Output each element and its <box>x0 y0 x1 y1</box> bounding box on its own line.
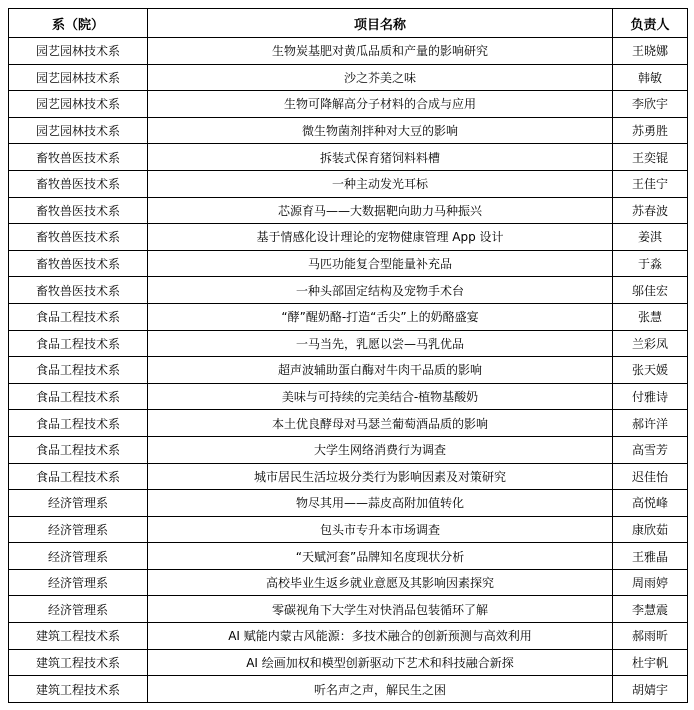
cell-project-name: 生物可降解高分子材料的合成与应用 <box>148 91 613 118</box>
table-row <box>9 463 688 490</box>
cell-leader: 高雪芳 <box>613 436 688 463</box>
cell-project-name: 美味与可持续的完美结合-植物基酸奶 <box>148 383 613 410</box>
table-header-row <box>9 9 688 38</box>
cell-department: 经济管理系 <box>9 543 148 570</box>
cell-department: 食品工程技术系 <box>9 410 148 437</box>
header-project-name: 项目名称 <box>148 9 613 38</box>
table-row <box>9 303 688 330</box>
cell-project-name: 芯源育马——大数据靶向助力马种振兴 <box>148 197 613 224</box>
cell-leader: 邬佳宏 <box>613 277 688 304</box>
table-row <box>9 144 688 171</box>
cell-department: 食品工程技术系 <box>9 436 148 463</box>
cell-leader: 王奕锟 <box>613 144 688 171</box>
table-row <box>9 623 688 650</box>
cell-project-name: 拆装式保育猪饲料料槽 <box>148 144 613 171</box>
cell-leader: 付雅诗 <box>613 383 688 410</box>
cell-leader: 张慧 <box>613 303 688 330</box>
table-row <box>9 170 688 197</box>
cell-leader: 兰彩凤 <box>613 330 688 357</box>
cell-project-name: 生物炭基肥对黄瓜品质和产量的影响研究 <box>148 38 613 65</box>
cell-department: 园艺园林技术系 <box>9 91 148 118</box>
cell-department: 食品工程技术系 <box>9 357 148 384</box>
cell-project-name: 包头市专升本市场调查 <box>148 516 613 543</box>
cell-project-name: AI 绘画加权和模型创新驱动下艺术和科技融合新探 <box>148 649 613 676</box>
cell-project-name: 高校毕业生返乡就业意愿及其影响因素探究 <box>148 569 613 596</box>
cell-project-name: 超声波辅助蛋白酶对牛肉干品质的影响 <box>148 357 613 384</box>
cell-department: 畜牧兽医技术系 <box>9 144 148 171</box>
cell-leader: 苏勇胜 <box>613 117 688 144</box>
table-row <box>9 277 688 304</box>
cell-leader: 王佳宁 <box>613 170 688 197</box>
cell-department: 建筑工程技术系 <box>9 676 148 703</box>
table-row <box>9 197 688 224</box>
cell-leader: 迟佳怡 <box>613 463 688 490</box>
cell-department: 经济管理系 <box>9 569 148 596</box>
cell-project-name: 马匹功能复合型能量补充品 <box>148 250 613 277</box>
cell-department: 食品工程技术系 <box>9 383 148 410</box>
table-row <box>9 224 688 251</box>
cell-department: 食品工程技术系 <box>9 463 148 490</box>
table-row <box>9 383 688 410</box>
table-row <box>9 596 688 623</box>
cell-department: 建筑工程技术系 <box>9 649 148 676</box>
table-row <box>9 436 688 463</box>
cell-project-name: 基于情感化设计理论的宠物健康管理 App 设计 <box>148 224 613 251</box>
table-body <box>9 38 688 703</box>
cell-department: 经济管理系 <box>9 516 148 543</box>
cell-leader: 姜淇 <box>613 224 688 251</box>
cell-leader: 郝雨昕 <box>613 623 688 650</box>
table-row <box>9 357 688 384</box>
cell-department: 经济管理系 <box>9 490 148 517</box>
cell-department: 畜牧兽医技术系 <box>9 224 148 251</box>
cell-department: 园艺园林技术系 <box>9 38 148 65</box>
table-row <box>9 516 688 543</box>
cell-project-name: 沙之芥美之味 <box>148 64 613 91</box>
cell-project-name: 微生物菌剂拌种对大豆的影响 <box>148 117 613 144</box>
cell-department: 园艺园林技术系 <box>9 64 148 91</box>
cell-leader: 高悦峰 <box>613 490 688 517</box>
cell-leader: 杜宇帆 <box>613 649 688 676</box>
table-row <box>9 676 688 703</box>
table-row <box>9 569 688 596</box>
cell-leader: 康欣茹 <box>613 516 688 543</box>
cell-leader: 周雨婷 <box>613 569 688 596</box>
table-row <box>9 91 688 118</box>
table-row <box>9 649 688 676</box>
cell-department: 畜牧兽医技术系 <box>9 170 148 197</box>
cell-leader: 郝许洋 <box>613 410 688 437</box>
cell-leader: 韩敏 <box>613 64 688 91</box>
cell-leader: 胡婧宇 <box>613 676 688 703</box>
cell-department: 食品工程技术系 <box>9 330 148 357</box>
table-row <box>9 64 688 91</box>
cell-project-name: 一马当先，乳愿以尝—马乳优品 <box>148 330 613 357</box>
cell-project-name: 听名声之声，解民生之困 <box>148 676 613 703</box>
cell-project-name: 一种头部固定结构及宠物手术台 <box>148 277 613 304</box>
table-row <box>9 410 688 437</box>
cell-department: 畜牧兽医技术系 <box>9 197 148 224</box>
cell-department: 经济管理系 <box>9 596 148 623</box>
cell-leader: 李慧震 <box>613 596 688 623</box>
cell-leader: 苏春波 <box>613 197 688 224</box>
project-table <box>8 8 688 703</box>
cell-project-name: 城市居民生活垃圾分类行为影响因素及对策研究 <box>148 463 613 490</box>
table-row <box>9 330 688 357</box>
cell-leader: 王雅晶 <box>613 543 688 570</box>
cell-project-name: 本土优良酵母对马瑟兰葡萄酒品质的影响 <box>148 410 613 437</box>
table-row <box>9 490 688 517</box>
cell-leader: 张天媛 <box>613 357 688 384</box>
cell-project-name: AI 赋能内蒙古风能源：多技术融合的创新预测与高效利用 <box>148 623 613 650</box>
table-row <box>9 250 688 277</box>
header-leader: 负责人 <box>613 9 688 38</box>
cell-leader: 王晓娜 <box>613 38 688 65</box>
table-row <box>9 38 688 65</box>
cell-department: 畜牧兽医技术系 <box>9 250 148 277</box>
cell-project-name: “天赋河套”品牌知名度现状分析 <box>148 543 613 570</box>
cell-department: 建筑工程技术系 <box>9 623 148 650</box>
cell-leader: 于淼 <box>613 250 688 277</box>
cell-project-name: 零碳视角下大学生对快消品包装循环了解 <box>148 596 613 623</box>
cell-department: 食品工程技术系 <box>9 303 148 330</box>
cell-leader: 李欣宇 <box>613 91 688 118</box>
table-row <box>9 117 688 144</box>
cell-department: 畜牧兽医技术系 <box>9 277 148 304</box>
cell-project-name: 大学生网络消费行为调查 <box>148 436 613 463</box>
cell-project-name: 一种主动发光耳标 <box>148 170 613 197</box>
header-department: 系（院） <box>9 9 148 38</box>
cell-department: 园艺园林技术系 <box>9 117 148 144</box>
cell-project-name: “酵”醒奶酪-打造“舌尖”上的奶酪盛宴 <box>148 303 613 330</box>
table-row <box>9 543 688 570</box>
cell-project-name: 物尽其用——蒜皮高附加值转化 <box>148 490 613 517</box>
